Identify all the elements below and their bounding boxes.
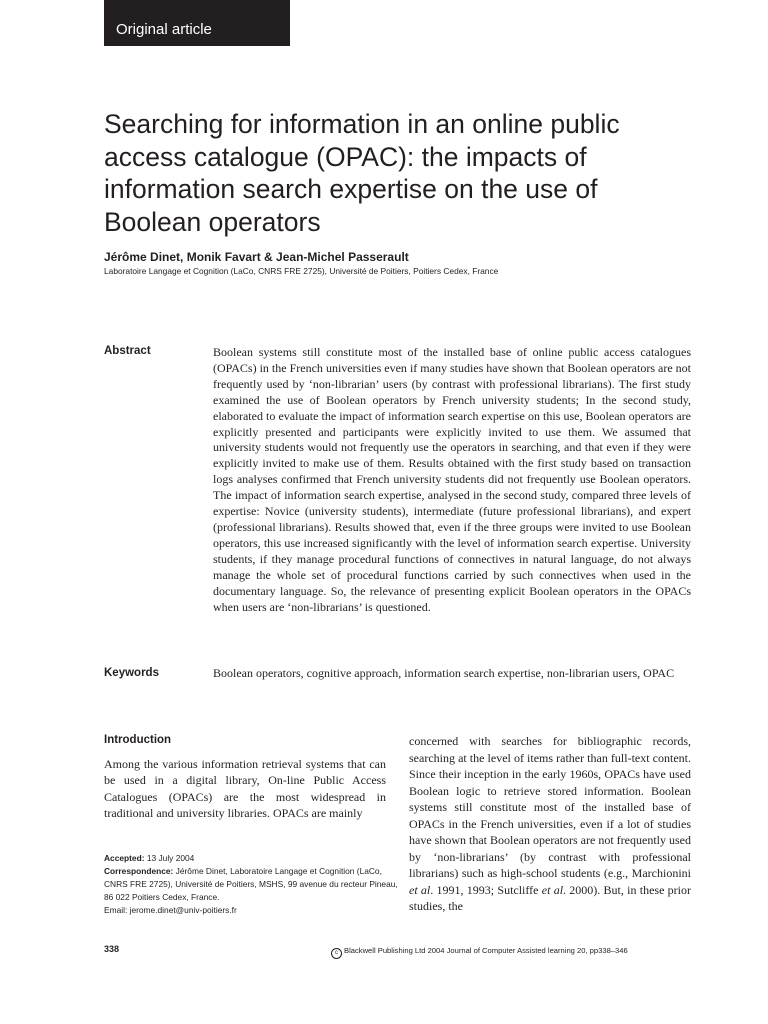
introduction-text-part: concerned with searches for bibliographic records, searching at the level of items rather than full-text content. Since their inception in the early 1960s, OPACs have used Boolean logic to retrieve stored information. Boolean systems still constitute most of the installed base of OPACs in the French universities, even if a lot of studies have shown that Boolean operators are not frequently used by ‘non-librarians’ (by contrast with professional librarians) such as high-school students (e.g., Marchionini [409, 734, 691, 880]
journal-footer [331, 946, 628, 959]
author-affiliation: Laboratoire Langage et Cognition (LaCo, CNRS FRE 2725), Université de Poitiers, Poitiers Cedex, France [104, 266, 499, 276]
keywords-label: Keywords [104, 667, 159, 679]
accepted-value: 13 July 2004 [144, 853, 195, 863]
introduction-text-part: . 2000). But, in these prior studies, the [409, 882, 692, 913]
article-type-label: Original article [116, 21, 212, 38]
abstract-label: Abstract [104, 345, 151, 357]
accepted-date [104, 852, 404, 865]
correspondence [104, 865, 404, 904]
introduction-heading: Introduction [104, 734, 172, 746]
article-title: Searching for information in an online public access catalogue (OPAC): the impacts of information search expertise on the use of Boolean operators [104, 109, 620, 237]
et-al: et al [541, 882, 564, 897]
email-address: Email: jerome.dinet@univ-poitiers.fr [104, 905, 237, 915]
page-number: 338 [104, 944, 120, 954]
accepted-label: Accepted: [104, 853, 145, 863]
et-al: et al [409, 882, 431, 897]
copyright-icon: c [331, 948, 342, 959]
author-list: Jérôme Dinet, Monik Favart & Jean-Michel Passerault [104, 250, 409, 264]
article-type-banner [104, 0, 290, 46]
article-notes [104, 852, 404, 917]
introduction-column-right [409, 733, 691, 915]
journal-citation: Blackwell Publishing Ltd 2004 Journal of Computer Assisted learning 20, pp338–346 [344, 946, 628, 955]
introduction-column-left: Among the various information retrieval systems that can be used in a digital library, On-line Public Access Catalogues (OPACs) are the most widespread in traditional and university libraries. OPACs are mainly [104, 757, 386, 821]
correspondence-value: Jérôme Dinet, Laboratoire Langage et Cognition (LaCo, CNRS FRE 2725), Université de Poitiers, MSHS, 99 avenue du recteur Pineau, 86 022 Poitiers Cedex, France. [104, 866, 398, 902]
introduction-text-part: . 1991, 1993; Sutcliffe [430, 882, 542, 897]
abstract-text: Boolean systems still constitute most of the installed base of online public access catalogues (OPACs) in the French universities even if many studies have shown that Boolean operators are not frequently used by ‘non-librarian’ users (by contrast with professional librarians). The first study examined the use of Boolean operators by French university students; In the second study, elaborated to evaluate the impact of information search expertise on this use, Boolean operators are explicitly presented and participants were explicitly invited to use them. We assumed that university students would not frequently use the operators in searching, and that even if they were explicitly invited to make use of them. Results obtained with the first study based on transaction logs analyses confirmed that French university students did not frequently use Boolean operators. The impact of information search expertise, analysed in the second study, compared three levels of expertise: Novice (university students), intermediate (future professional librarians), and expert (professional librarians). Results showed that, even if the three groups were invited to use Boolean operators, this use increased significantly with the level of information search expertise. University students, if they manage procedural functions of connectives in natural language, do not always manage the whole set of procedural functions carried by such connectives when used in the documentary language. So, the relevance of presenting explicit Boolean operators in the OPACs when users are ‘non-librarians’ is questioned. [213, 345, 691, 614]
correspondence-label: Correspondence: [104, 866, 174, 876]
keywords-text: Boolean operators, cognitive approach, information search expertise, non-librarian users, OPAC [213, 666, 675, 680]
